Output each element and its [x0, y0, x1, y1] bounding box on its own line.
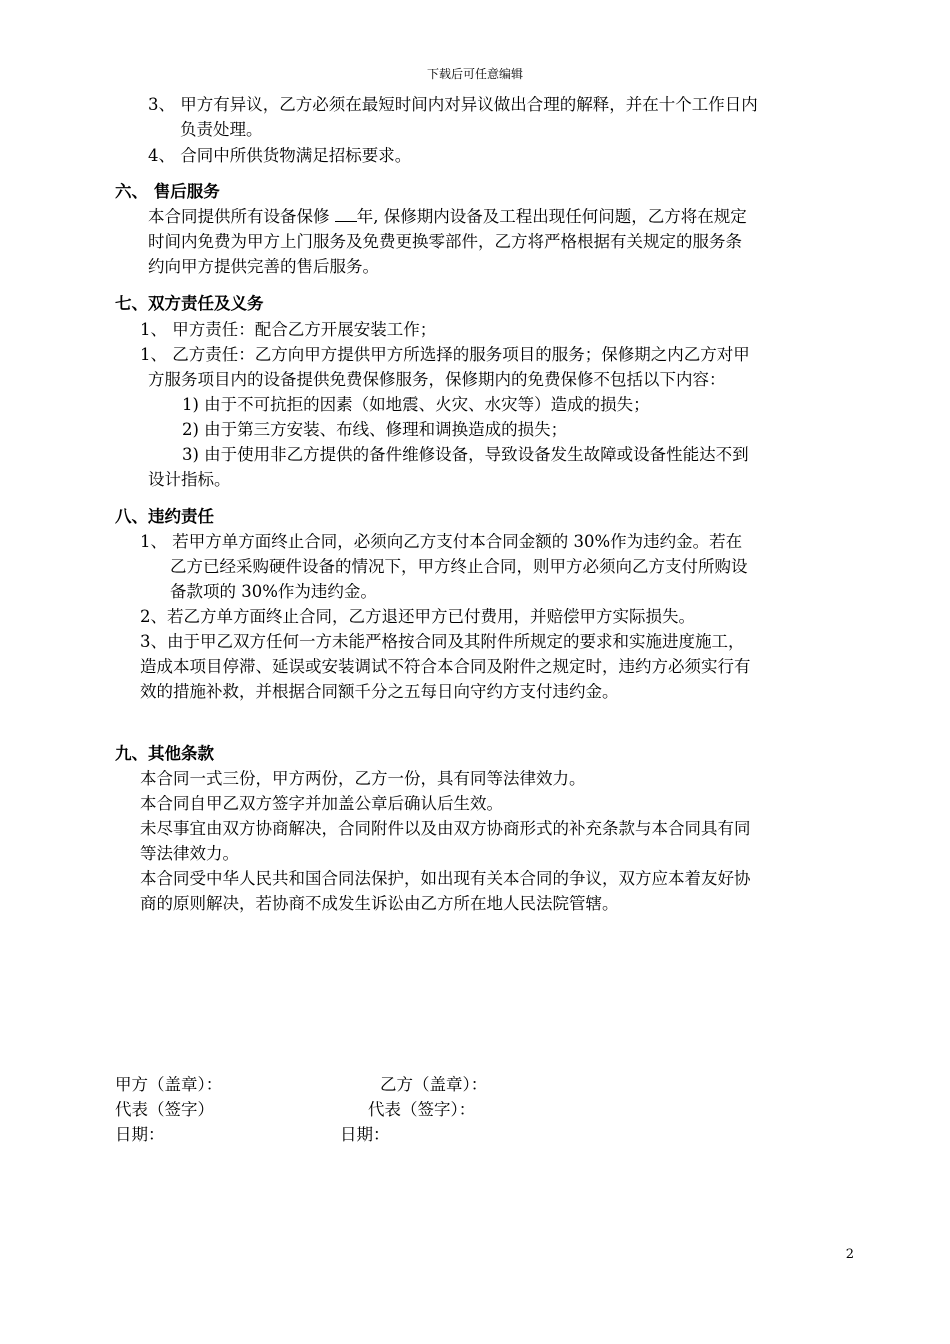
sec9-line1: 本合同一式三份，甲方两份，乙方一份，具有同等法律效力。 — [140, 769, 586, 788]
party-b-date: 日期： — [340, 1125, 390, 1144]
sec6-line1 — [148, 205, 747, 229]
page-number: 2 — [845, 1247, 854, 1262]
sec8-item3-line3: 效的措施补救，并根据合同额千分之五每日向守约方支付违约金。 — [140, 682, 619, 701]
sec9-line5: 本合同受中华人民共和国合同法保护，如出现有关本合同的争议，双方应本着友好协 — [140, 869, 751, 888]
sec7-item1: 1、 甲方责任：配合乙方开展安装工作； — [140, 320, 437, 339]
sec9-line6: 商的原则解决，若协商不成发生诉讼由乙方所在地人民法院管辖。 — [140, 894, 619, 913]
party-a-seal: 甲方（盖章）： — [115, 1075, 223, 1094]
party-a-date: 日期： — [115, 1125, 165, 1144]
party-a-rep: 代表（签字） — [115, 1100, 214, 1119]
sec7-sub3-line2: 设计指标。 — [148, 470, 231, 489]
sec7-sub1: 1) 由于不可抗拒的因素（如地震、火灾、水灾等）造成的损失； — [182, 395, 650, 414]
section6-title: 六、 售后服务 — [115, 182, 220, 201]
sec5-item3-line2: 负责处理。 — [180, 120, 263, 139]
party-b-seal: 乙方（盖章）： — [380, 1075, 488, 1094]
sec5-item3-line1: 3、 甲方有异议，乙方必须在最短时间内对异议做出合理的解释，并在十个工作日内 — [148, 95, 758, 114]
party-b-rep: 代表（签字）： — [368, 1100, 476, 1119]
sec6-line3: 约向甲方提供完善的售后服务。 — [148, 257, 379, 276]
section9-title: 九、其他条款 — [115, 744, 214, 763]
sec8-item2: 2、若乙方单方面终止合同，乙方退还甲方已付费用，并赔偿甲方实际损失。 — [140, 607, 695, 626]
sec8-item3-line2: 造成本项目停滞、延误或安装调试不符合本合同及附件之规定时，违约方必须实行有 — [140, 657, 751, 676]
sec6-line1-post: 年, 保修期内设备及工程出现任何问题，乙方将在规定 — [356, 207, 747, 226]
sec8-item3-line1: 3、由于甲乙双方任何一方未能严格按合同及其附件所规定的要求和实施进度施工， — [140, 632, 745, 651]
sec8-item1-line3: 备款项的 30%作为违约金。 — [170, 582, 377, 601]
sec9-line3: 未尽事宜由双方协商解决，合同附件以及由双方协商形式的补充条款与本合同具有同 — [140, 819, 751, 838]
sec9-line2: 本合同自甲乙双方签字并加盖公章后确认后生效。 — [140, 794, 503, 813]
sec6-line2: 时间内免费为甲方上门服务及免费更换零部件，乙方将严格根据有关规定的服务条 — [148, 232, 742, 251]
sec9-line4: 等法律效力。 — [140, 844, 239, 863]
warranty-years-blank — [335, 206, 357, 222]
sec5-item4: 4、 合同中所供货物满足招标要求。 — [148, 146, 412, 165]
page-header: 下载后可任意编辑 — [426, 67, 523, 81]
sec7-item2-line1: 1、 乙方责任：乙方向甲方提供甲方所选择的服务项目的服务；保修期之内乙方对甲 — [140, 345, 750, 364]
sec7-sub3-line1: 3) 由于使用非乙方提供的备件维修设备，导致设备发生故障或设备性能达不到 — [182, 445, 749, 464]
section7-title: 七、双方责任及义务 — [115, 294, 264, 313]
sec7-sub2: 2) 由于第三方安装、布线、修理和调换造成的损失； — [182, 420, 568, 439]
sec8-item1-line2: 乙方已经采购硬件设备的情况下，甲方终止合同，则甲方必须向乙方支付所购设 — [170, 557, 748, 576]
sec6-line1-pre: 本合同提供所有设备保修 — [148, 207, 330, 226]
sec8-item1-line1: 1、 若甲方单方面终止合同，必须向乙方支付本合同金额的 30%作为违约金。若在 — [140, 532, 743, 551]
section8-title: 八、违约责任 — [115, 507, 214, 526]
sec7-item2-line2: 方服务项目内的设备提供免费保修服务，保修期内的免费保修不包括以下内容： — [148, 370, 726, 389]
